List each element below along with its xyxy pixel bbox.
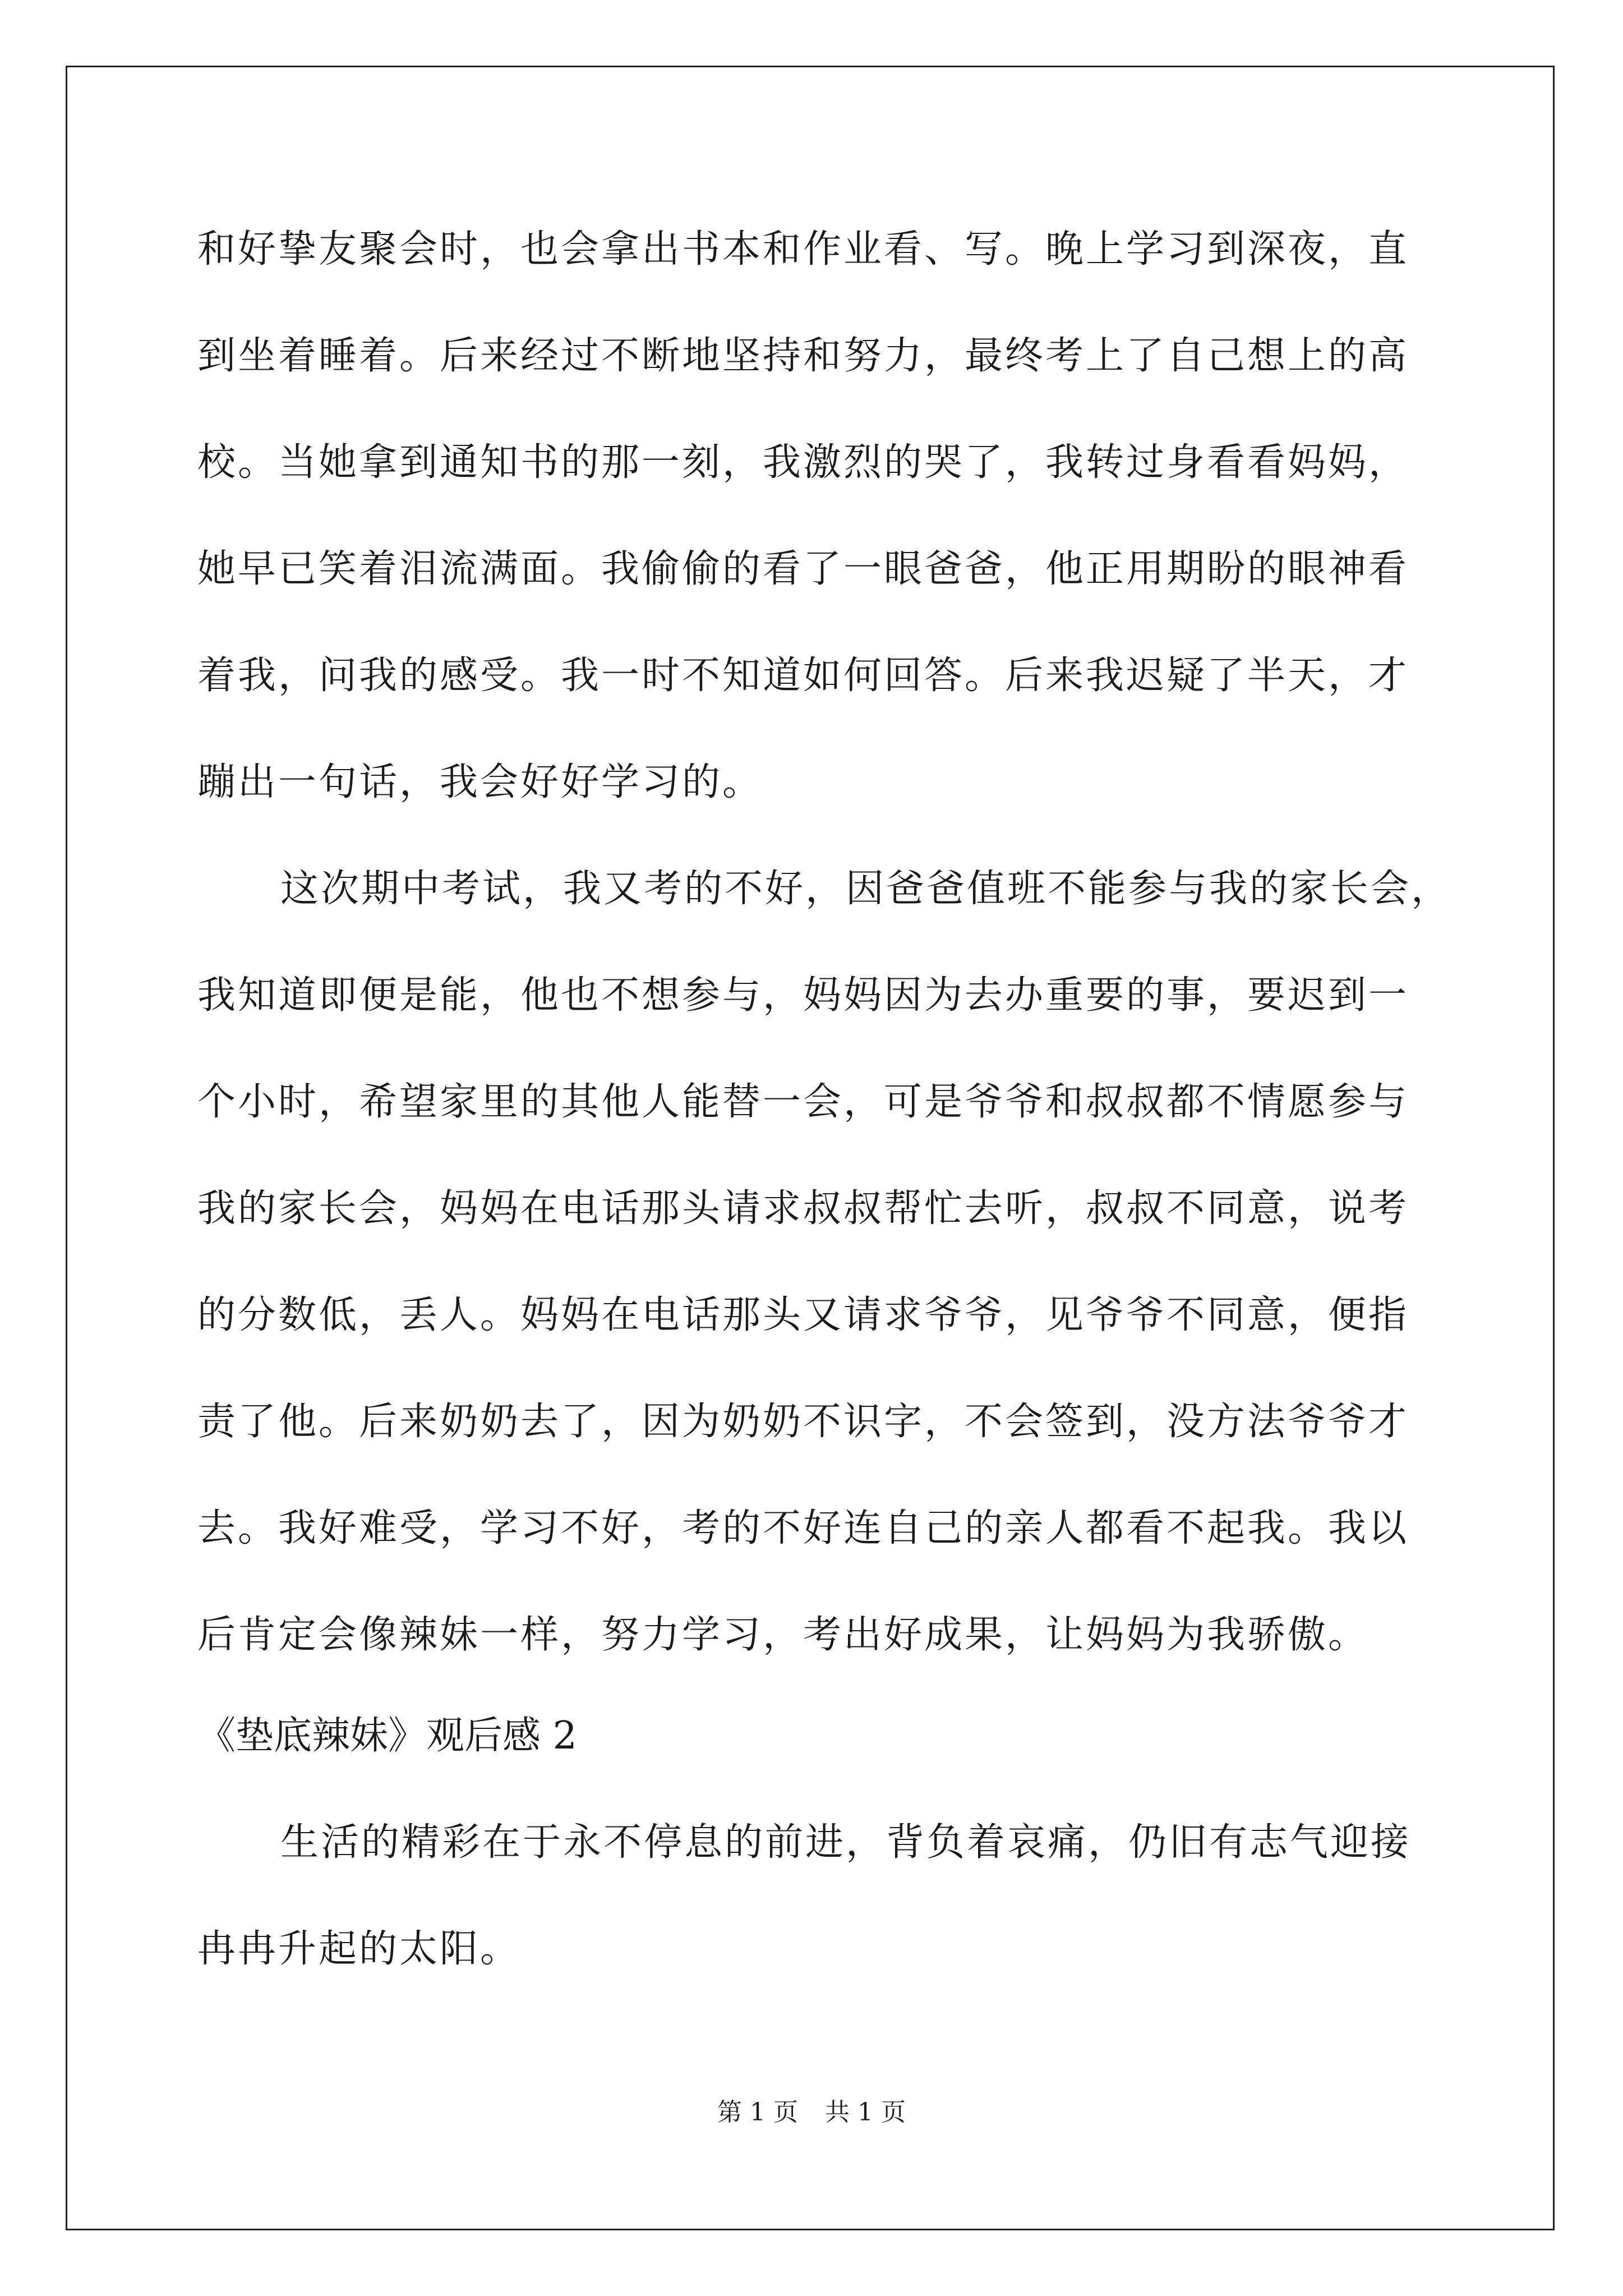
body-text-line: 个小时，希望家里的其他人能替一会，可是爷爷和叔叔都不情愿参与 (197, 1080, 1409, 1124)
body-text-line: 去。我好难受，学习不好，考的不好连自己的亲人都看不起我。我以 (197, 1506, 1409, 1550)
body-text-line: 她早已笑着泪流满面。我偷偷的看了一眼爸爸，他正用期盼的眼神看 (197, 547, 1409, 591)
body-text-line: 冉冉升起的太阳。 (197, 1927, 521, 1971)
body-text-line: 我的家长会，妈妈在电话那头请求叔叔帮忙去听，叔叔不同意，说考 (197, 1186, 1409, 1231)
body-text-line: 着我，问我的感受。我一时不知道如何回答。后来我迟疑了半天，才 (197, 654, 1409, 698)
body-text-line: 校。当她拿到通知书的那一刻，我激烈的哭了，我转过身看看妈妈， (197, 440, 1409, 485)
body-text-line: 和好挚友聚会时，也会拿出书本和作业看、写。晚上学习到深夜，直 (197, 227, 1409, 272)
page-border (66, 66, 1555, 2230)
page-total: 共 1 页 (825, 2098, 906, 2127)
body-text-line: 的分数低，丢人。妈妈在电话那头又请求爷爷，见爷爷不同意，便指 (197, 1293, 1409, 1337)
page-number: 第 1 页 (717, 2098, 798, 2127)
paragraph-first-line: 这次期中考试，我又考的不好，因爸爸值班不能参与我的家长会， (280, 867, 1452, 911)
body-text-line: 责了他。后来奶奶去了，因为奶奶不识字，不会签到，没方法爷爷才 (197, 1400, 1409, 1444)
body-text-line: 蹦出一句话，我会好好学习的。 (197, 760, 763, 804)
body-text-line: 后肯定会像辣妹一样，努力学习，考出好成果，让妈妈为我骄傲。 (197, 1613, 1369, 1657)
section-heading: 《垫底辣妹》观后感 2 (197, 1714, 577, 1758)
body-text-line: 我知道即便是能，他也不想参与，妈妈因为去办重要的事，要迟到一 (197, 973, 1409, 1018)
body-text-line: 到坐着睡着。后来经过不断地坚持和努力，最终考上了自己想上的高 (197, 334, 1409, 378)
paragraph-first-line: 生活的精彩在于永不停息的前进，背负着哀痛，仍旧有志气迎接 (280, 1820, 1412, 1865)
page-footer (0, 2099, 1623, 2127)
